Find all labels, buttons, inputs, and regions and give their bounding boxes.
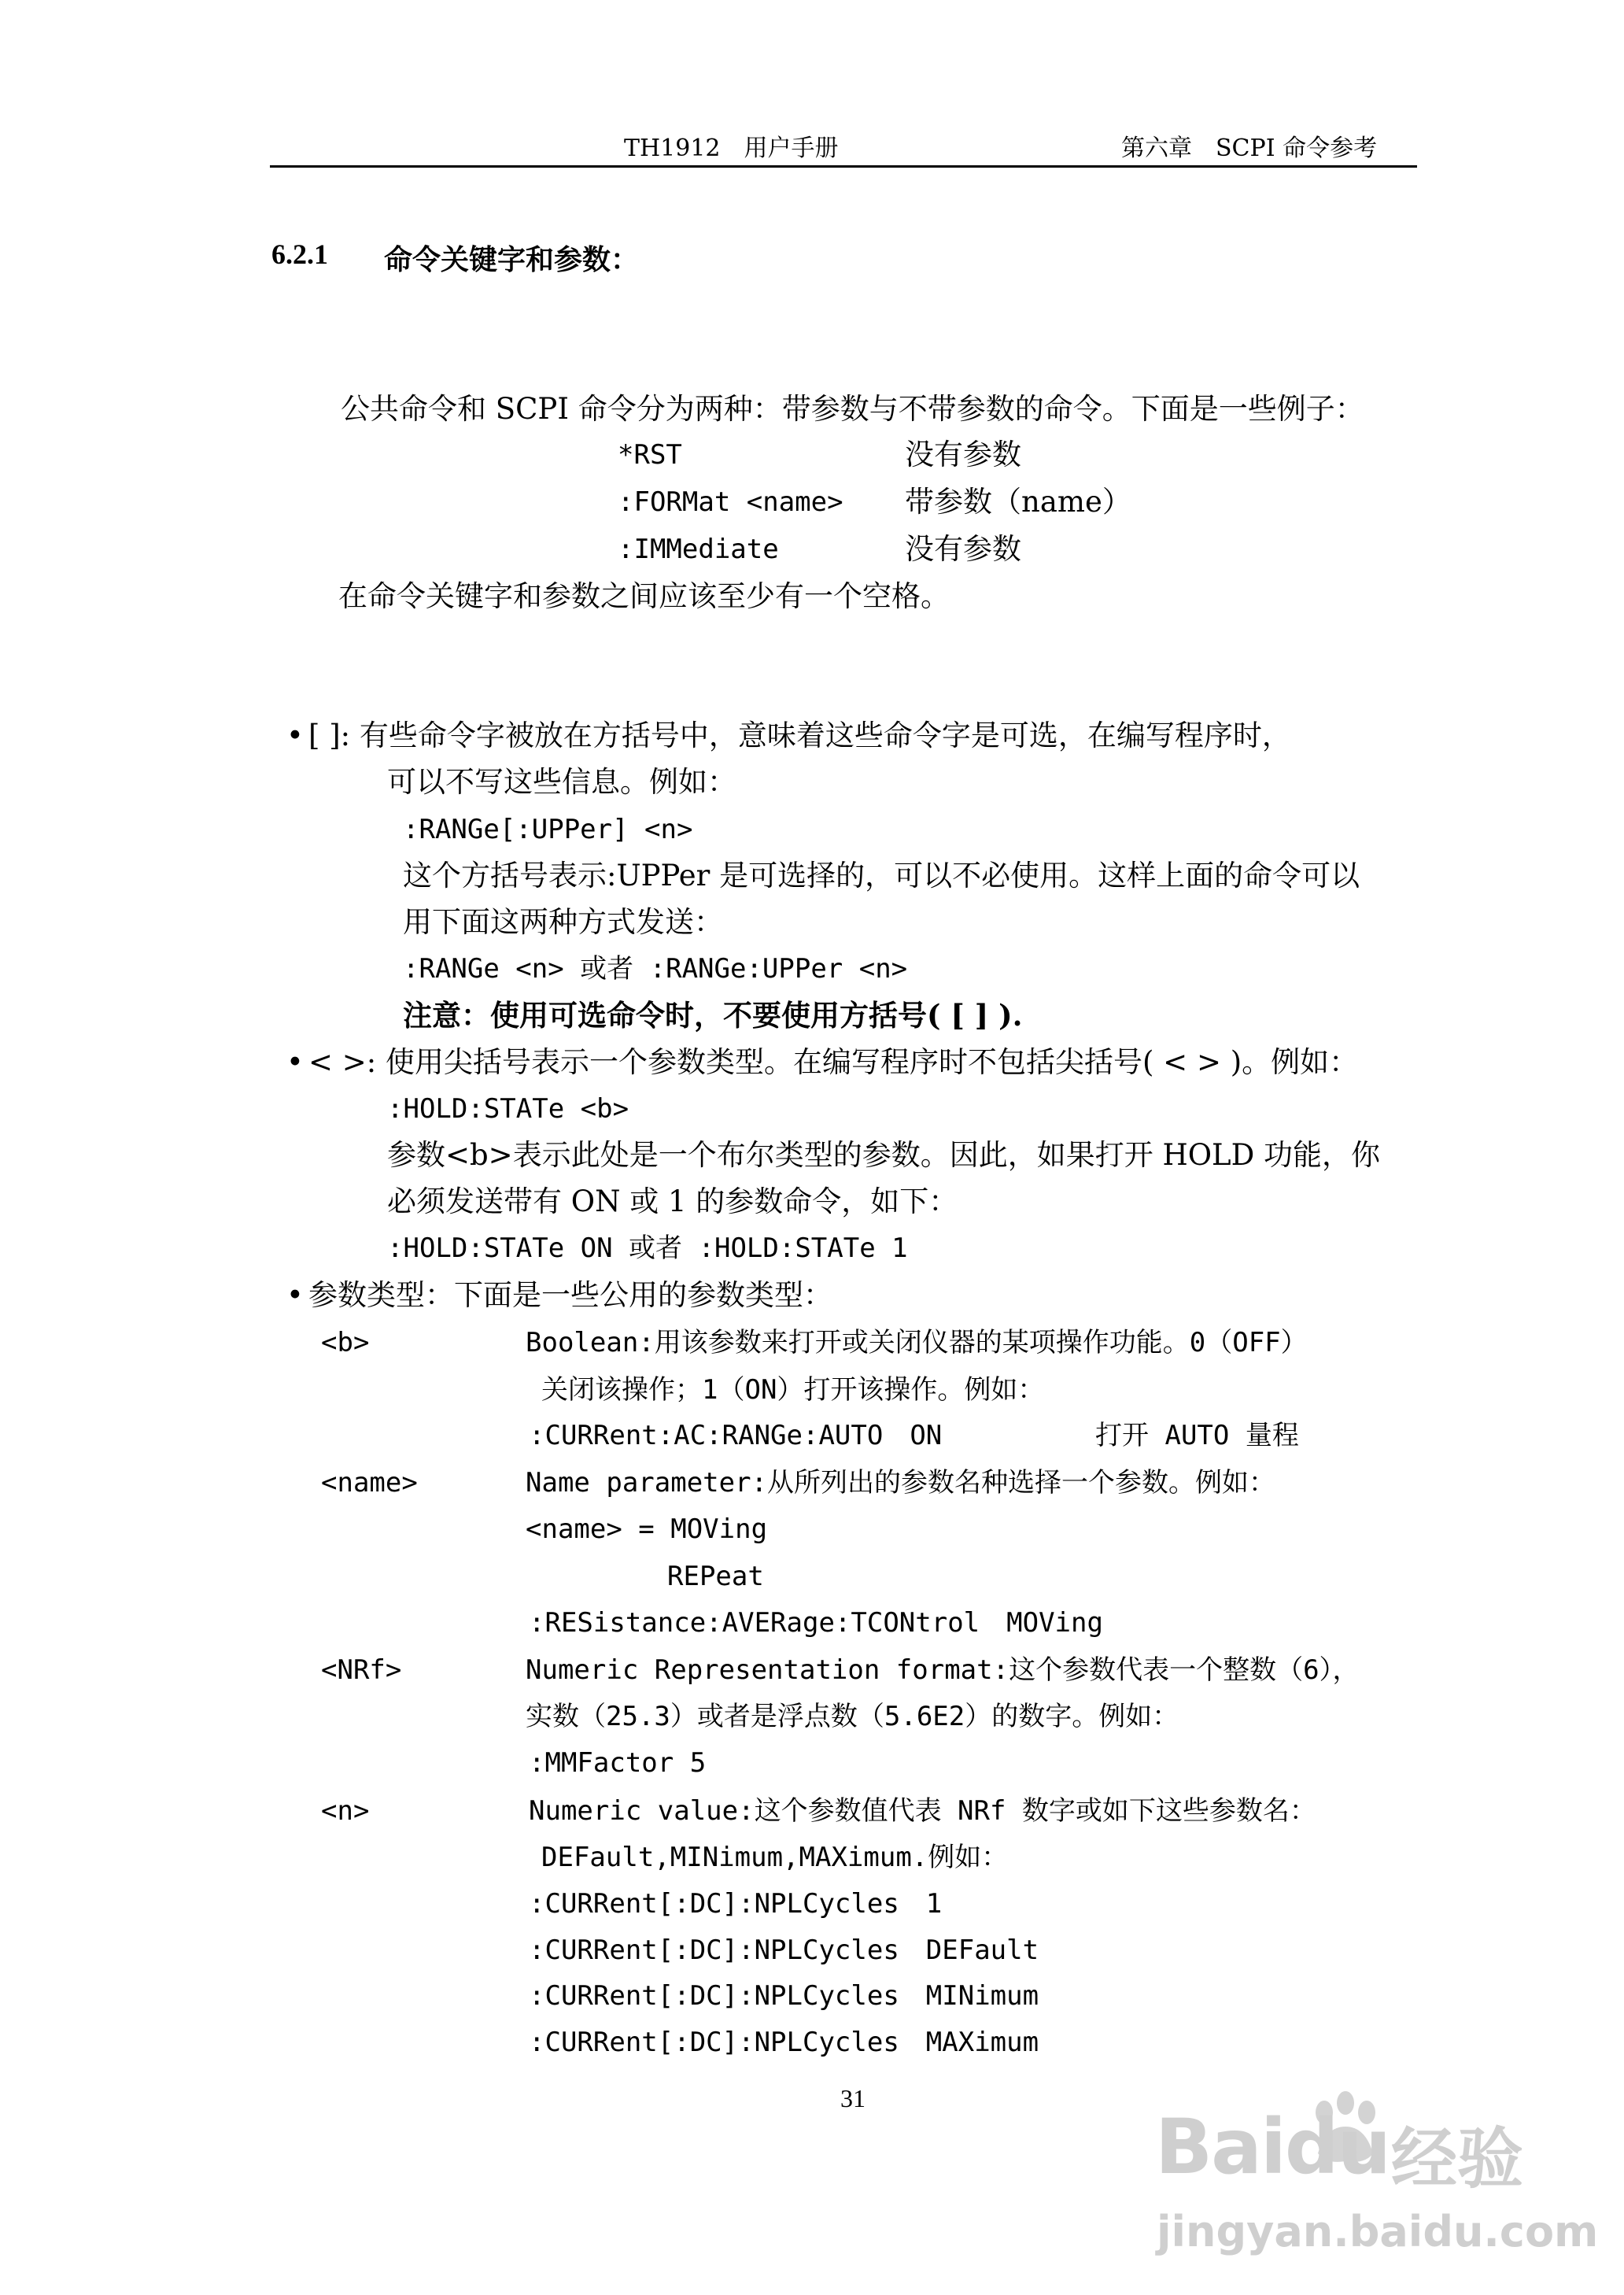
intro-paragraph: 公共命令和 SCPI 命令分为两种：带参数与不带参数的命令。下面是一些例子：	[341, 392, 1364, 426]
page-number: 31	[840, 2084, 866, 2112]
param-name-example: :RESistance:AVERage:TCONtrol MOVing	[529, 1607, 1103, 1639]
param-n-example: :CURRent[:DC]:NPLCycles MINimum	[529, 1980, 1039, 2012]
param-nrf-example: :MMFactor 5	[529, 1747, 707, 1779]
intro-example-desc: 带参数（name）	[905, 485, 1131, 519]
param-tag-n: <n>	[321, 1795, 370, 1827]
intro-example-cmd: *RST	[618, 439, 682, 471]
watermark-product: 经验	[1391, 2120, 1524, 2197]
intro-example-cmd: :IMMediate	[618, 534, 779, 565]
param-b-line1: Boolean:用该参数来打开或关闭仪器的某项操作功能。0（OFF）	[526, 1327, 1308, 1358]
param-b-example: :CURRent:AC:RANGe:AUTO ON	[529, 1420, 943, 1451]
angle-desc2: 必须发送带有 ON 或 1 的参数命令，如下：	[387, 1184, 958, 1218]
brackets-desc2: 用下面这两种方式发送：	[403, 905, 723, 939]
header-title: TH1912 用户手册	[624, 135, 839, 162]
param-tag-name: <name>	[321, 1467, 418, 1499]
angle-line1: < >: 使用尖括号表示一个参数类型。在编写程序时不包括尖括号( < > )。例如：	[308, 1045, 1359, 1079]
brackets-note: 注意：使用可选命令时，不要使用方括号( [ ] ).	[403, 998, 1023, 1033]
brackets-line2: 可以不写这些信息。例如：	[387, 765, 736, 799]
param-b-line2: 关闭该操作；1（ON）打开该操作。例如：	[541, 1374, 1045, 1406]
bullet-brackets: •	[286, 719, 304, 752]
brackets-line1: [ ]: 有些命令字被放在方括号中，意味着这些命令字是可选，在编写程序时，	[308, 719, 1291, 752]
param-n-example: :CURRent[:DC]:NPLCycles MAXimum	[529, 2027, 1039, 2058]
angle-desc1: 参数<b>表示此处是一个布尔类型的参数。因此，如果打开 HOLD 功能，你	[387, 1138, 1381, 1172]
param-n-line1: Numeric value:这个参数值代表 NRf 数字或如下这些参数名：	[529, 1795, 1316, 1827]
intro-example-desc: 没有参数	[905, 438, 1021, 471]
param-name-line3: REPeat	[667, 1561, 764, 1592]
param-nrf-line2: 实数（25.3）或者是浮点数（5.6E2）的数字。例如：	[526, 1701, 1179, 1732]
bullet-param-types: •	[286, 1278, 304, 1312]
param-n-example: :CURRent[:DC]:NPLCycles 1	[529, 1888, 943, 1920]
header-rule	[270, 165, 1417, 168]
angle-example1: :HOLD:STATe <b>	[387, 1093, 629, 1125]
brackets-example1: :RANGe[:UPPer] <n>	[403, 814, 693, 845]
param-name-line2: <name> = MOVing	[526, 1513, 768, 1545]
bullet-angle: •	[286, 1045, 304, 1079]
intro-note: 在命令关键字和参数之间应该至少有一个空格。	[338, 579, 950, 613]
param-b-example-desc: 打开 AUTO 量程	[1095, 1420, 1299, 1451]
watermark-url: jingyan.baidu.com	[1157, 2207, 1599, 2256]
intro-example-desc: 没有参数	[905, 532, 1021, 566]
intro-example-cmd: :FORMat <name>	[618, 486, 843, 518]
param-nrf-line1: Numeric Representation format:这个参数代表一个整数（6），	[526, 1654, 1360, 1686]
section-title: 命令关键字和参数：	[384, 244, 640, 275]
watermark-brand: Baidu	[1155, 2103, 1390, 2191]
param-tag-nrf: <NRf>	[321, 1654, 402, 1686]
angle-example2: :HOLD:STATe ON 或者 :HOLD:STATe 1	[387, 1232, 908, 1264]
header-chapter: 第六章 SCPI 命令参考	[1121, 135, 1378, 162]
param-tag-b: <b>	[321, 1327, 370, 1358]
param-types-heading: 参数类型：下面是一些公用的参数类型：	[308, 1278, 832, 1312]
brackets-example2: :RANGe <n> 或者 :RANGe:UPPer <n>	[403, 953, 908, 985]
section-number: 6.2.1	[271, 238, 328, 270]
brackets-desc1: 这个方括号表示:UPPer 是可选择的，可以不必使用。这样上面的命令可以	[403, 859, 1360, 893]
param-name-line1: Name parameter:从所列出的参数名种选择一个参数。例如：	[526, 1467, 1276, 1499]
param-n-example: :CURRent[:DC]:NPLCycles DEFault	[529, 1935, 1039, 1966]
param-n-line2: DEFault,MINimum,MAXimum.例如：	[541, 1842, 1009, 1873]
